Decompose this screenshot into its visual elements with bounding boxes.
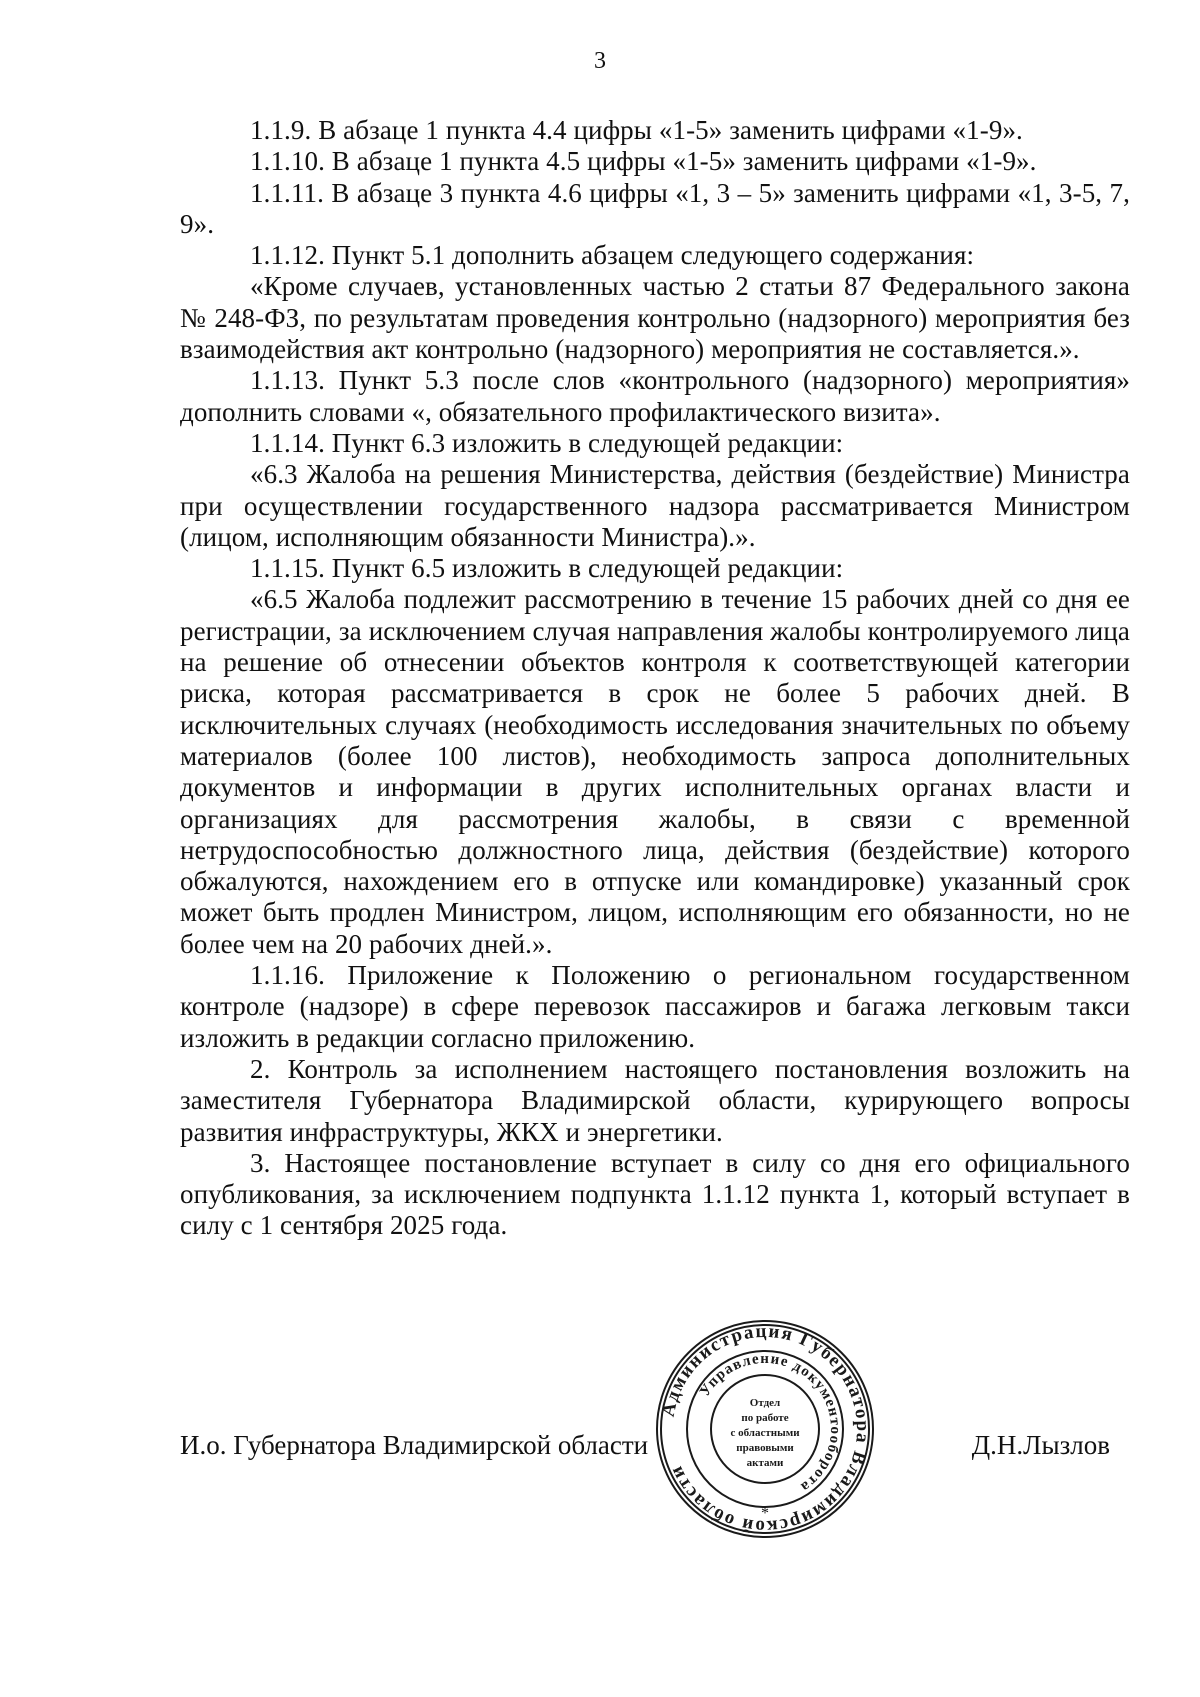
paragraph-1-1-16: 1.1.16. Приложение к Положению о региональном государственном контроле (надзоре) в сфере перевозок пассажиров и багажа легковым такси изложить в редакции согласно приложению. xyxy=(180,960,1130,1053)
paragraph-1-1-14: 1.1.14. Пункт 6.3 изложить в следующей редакции: xyxy=(250,427,844,458)
signature-row xyxy=(180,1430,1110,1470)
stamp-star-icon: * xyxy=(761,1505,769,1522)
stamp-center-line: правовыми xyxy=(736,1442,794,1454)
paragraph-1-1-11: 1.1.11. В абзаце 3 пункта 4.6 цифры «1, 3 – 5» заменить цифрами «1, 3-5, 7, 9». xyxy=(180,177,1130,239)
paragraph-quote-5-1: «Кроме случаев, установленных частью 2 статьи 87 Федерального закона № 248-ФЗ, по результатам проведения контрольно (надзорного) мероприятия без взаимодействия акт контрольно (надзорного) мероприятия не составляется.». xyxy=(180,271,1130,365)
paragraph-1-1-15: 1.1.15. Пункт 6.5 изложить в следующей редакции: xyxy=(250,553,844,584)
stamp-inner-text: Управление документооборота xyxy=(696,1350,844,1496)
stamp-center-line: актами xyxy=(746,1457,784,1469)
paragraph-2: 2. Контроль за исполнением настоящего постановления возложить на заместителя Губернатора Владимирской области, курирующего вопросы развития инфраструктуры, ЖКХ и энергетики. xyxy=(180,1053,1130,1147)
page-number: 3 xyxy=(594,48,606,74)
signatory-position: И.о. Губернатора Владимирской области xyxy=(180,1430,649,1460)
paragraph-1-1-9: 1.1.9. В абзаце 1 пункта 4.4 цифры «1-5» заменить цифрами «1-9». xyxy=(250,115,1023,145)
official-stamp xyxy=(654,1318,876,1540)
paragraph-1-1-10: 1.1.10. В абзаце 1 пункта 4.5 цифры «1-5» заменить цифрами «1-9». xyxy=(250,146,1037,177)
paragraph-quote-6-5: «6.5 Жалоба подлежит рассмотрению в течение 15 рабочих дней со дня ее регистрации, за исключением случая направления жалобы контролируемого лица на решение об отнесении объектов контроля к соответствующей категории риска, которая рассматривается в срок не более 5 рабочих дней. В исключительных случаях (необходимость исследования значительных по объему материалов (более 100 листов), необходимость запроса дополнительных документов и информации в других исполнительных органах власти и организациях для рассмотрения жалобы, в связи с временной нетрудоспособностью должностного лица, действия (бездействие) которого обжалуются, нахождением его в отпуске или командировке) указанный срок может быть продлен Министром, лицом, исполняющим его обязанности, но не более чем на 20 рабочих дней.». xyxy=(180,584,1130,959)
paragraph-quote-6-3: «6.3 Жалоба на решения Министерства, действия (бездействие) Министра при осуществлении государственного надзора рассматривается Министром (лицом, исполняющим обязанности Министра).». xyxy=(180,459,1130,552)
signatory-name: Д.Н.Лызлов xyxy=(971,1430,1110,1460)
paragraph-1-1-12: 1.1.12. Пункт 5.1 дополнить абзацем следующего содержания: xyxy=(250,240,975,271)
stamp-seal-icon xyxy=(654,1318,876,1540)
stamp-center-line: Отдел xyxy=(749,1397,781,1409)
paragraph-1-1-13: 1.1.13. Пункт 5.3 после слов «контрольного (надзорного) мероприятия» дополнить словами «, обязательного профилактического визита». xyxy=(180,365,1130,427)
paragraph-3: 3. Настоящее постановление вступает в силу со дня его официального опубликования, за исключением подпункта 1.1.12 пункта 1, который вступает в силу с 1 сентября 2025 года. xyxy=(180,1147,1130,1241)
stamp-outer-text: Администрация Губернатора Владимирской области xyxy=(657,1320,874,1538)
stamp-center-line: по работе xyxy=(741,1412,789,1424)
document-body xyxy=(180,115,1130,1242)
stamp-center-line: с областными xyxy=(730,1427,800,1439)
